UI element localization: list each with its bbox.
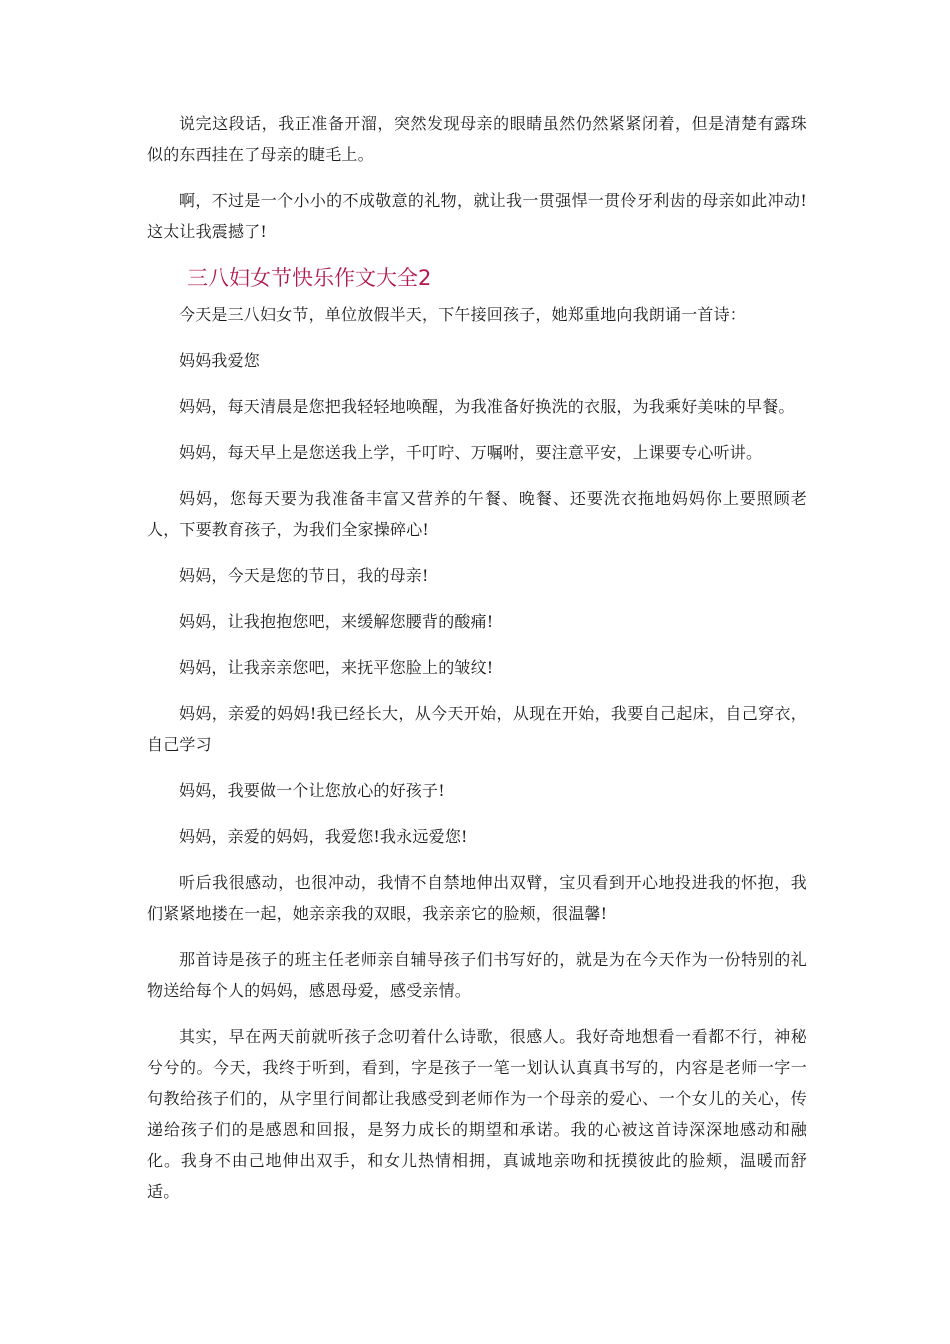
paragraph: 妈妈，让我抱抱您吧，来缓解您腰背的酸痛!	[179, 612, 494, 631]
paragraph: 妈妈，每天早上是您送我上学，千叮咛、万嘱咐，要注意平安，上课要专心听讲。	[179, 443, 763, 462]
document-body	[147, 108, 807, 1207]
paragraph: 妈妈我爱您	[179, 351, 261, 370]
paragraph: 妈妈，我要做一个让您放心的好孩子!	[179, 781, 445, 800]
paragraph: 今天是三八妇女节，单位放假半天，下午接回孩子，她郑重地向我朗诵一首诗：	[179, 305, 747, 324]
paragraph: 妈妈，让我亲亲您吧，来抚平您脸上的皱纹!	[179, 658, 494, 677]
section-heading: 三八妇女节快乐作文大全2	[187, 266, 432, 290]
paragraph: 其实，早在两天前就听孩子念叨着什么诗歌，很感人。我好奇地想看一看都不行，神秘兮兮的。今天，我终于听到，看到，字是孩子一笔一划认认真真书写的，内容是老师一字一句教给孩子们的，从字里行间都让我感受到老师作为一个母亲的爱心、一个女儿的关心，传递给孩子们的是感恩和回报，是努力成长的期望和承诺。我的心被这首诗深深地感动和融化。我身不由己地伸出双手，和女儿热情相拥，真诚地亲吻和抚摸彼此的脸颊，温暖而舒适。	[147, 1027, 807, 1201]
paragraph: 妈妈，亲爱的妈妈!我已经长大，从今天开始，从现在开始，我要自己起床，自己穿衣，自己学习	[147, 704, 807, 754]
paragraph: 妈妈，您每天要为我准备丰富又营养的午餐、晚餐、还要洗衣拖地妈妈你上要照顾老人，下要教育孩子，为我们全家操碎心!	[147, 489, 807, 539]
paragraph: 啊，不过是一个小小的不成敬意的礼物，就让我一贯强悍一贯伶牙利齿的母亲如此冲动!这太让我震撼了!	[147, 191, 807, 241]
paragraph: 听后我很感动，也很冲动，我情不自禁地伸出双臂，宝贝看到开心地投进我的怀抱，我们紧紧地搂在一起，她亲亲我的双眼，我亲亲它的脸颊，很温馨!	[147, 873, 807, 923]
paragraph: 妈妈，亲爱的妈妈，我爱您!我永远爱您!	[179, 827, 468, 846]
paragraph: 说完这段话，我正准备开溜，突然发现母亲的眼睛虽然仍然紧紧闭着，但是清楚有露珠似的东西挂在了母亲的睫毛上。	[147, 114, 807, 164]
paragraph: 妈妈，每天清晨是您把我轻轻地唤醒，为我准备好换洗的衣服，为我乘好美味的早餐。	[179, 397, 795, 416]
paragraph: 妈妈，今天是您的节日，我的母亲!	[179, 566, 429, 585]
paragraph: 那首诗是孩子的班主任老师亲自辅导孩子们书写好的，就是为在今天作为一份特别的礼物送给每个人的妈妈，感恩母爱，感受亲情。	[147, 950, 807, 1000]
